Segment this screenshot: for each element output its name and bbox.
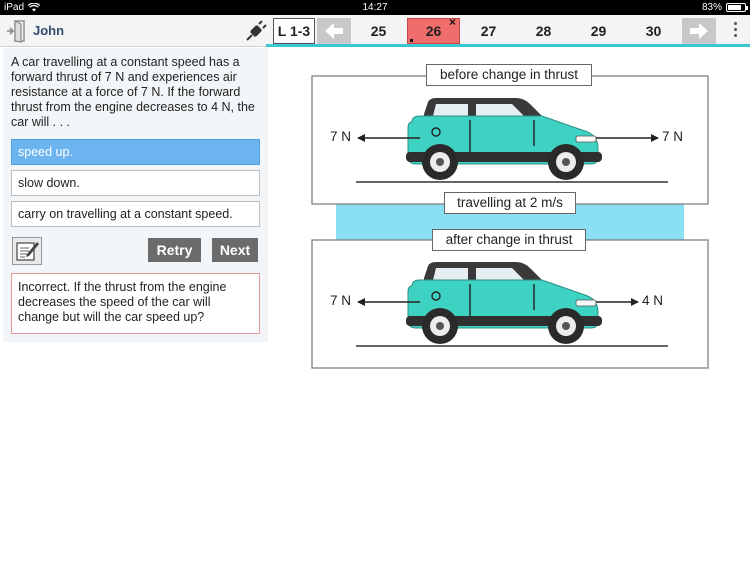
- question-number-27[interactable]: 27: [480, 23, 497, 39]
- top-bar: [0, 15, 750, 47]
- question-number-30[interactable]: 30: [645, 23, 662, 39]
- battery-icon: [726, 3, 746, 12]
- before-caption: before change in thrust: [426, 64, 592, 86]
- question-number-26-active[interactable]: 26 ×: [407, 18, 460, 44]
- question-panel: [3, 48, 268, 342]
- force-label-before-left: 7 N: [330, 129, 352, 144]
- next-button[interactable]: Next: [212, 238, 258, 262]
- force-label-before-right: 7 N: [662, 129, 684, 144]
- previous-question-button[interactable]: [317, 18, 351, 44]
- answer-option-speed-up[interactable]: speed up.: [11, 139, 260, 165]
- feedback-message: Incorrect. If the thrust from the engine decreases the speed of the car will change but will the car speed up?: [11, 273, 260, 334]
- user-name: John: [33, 23, 65, 38]
- device-label: iPad: [4, 2, 25, 13]
- arrow-left-icon: [325, 23, 343, 39]
- question-number-29[interactable]: 29: [590, 23, 607, 39]
- question-number-28[interactable]: 28: [535, 23, 552, 39]
- answer-option-slow-down[interactable]: slow down.: [11, 170, 260, 196]
- clock: 14:27: [362, 2, 388, 13]
- speed-caption: travelling at 2 m/s: [444, 192, 576, 214]
- progress-line: [266, 44, 750, 47]
- arrow-right-icon: [690, 23, 708, 39]
- thrust-diagram: [300, 56, 720, 376]
- question-number-25[interactable]: 25: [370, 23, 387, 39]
- notepad-pencil-icon: [13, 238, 41, 264]
- dot-marker-icon: [410, 39, 413, 42]
- answer-option-constant-speed[interactable]: carry on travelling at a constant speed.: [11, 201, 260, 227]
- retry-button[interactable]: Retry: [148, 238, 201, 262]
- force-label-after-left: 7 N: [330, 293, 352, 308]
- wrong-mark-icon: ×: [448, 15, 456, 29]
- question-text: A car travelling at a constant speed has a forward thrust of 7 N and experiences air resistance at a force of 7 N. If the forward thrust from the engine decreases to 4 N, the car will . . .: [11, 55, 255, 129]
- more-menu-icon[interactable]: [732, 22, 738, 40]
- after-caption: after change in thrust: [432, 229, 586, 251]
- next-question-arrow-button[interactable]: [682, 18, 716, 44]
- force-label-after-right: 4 N: [642, 293, 664, 308]
- battery-percent: 83%: [701, 2, 722, 13]
- exit-door-icon[interactable]: [6, 19, 28, 43]
- diagram-graphic: [300, 56, 720, 376]
- plug-icon[interactable]: [245, 20, 267, 42]
- status-bar: [0, 0, 750, 15]
- level-indicator[interactable]: L 1-3: [273, 18, 315, 44]
- notes-button[interactable]: [12, 237, 42, 265]
